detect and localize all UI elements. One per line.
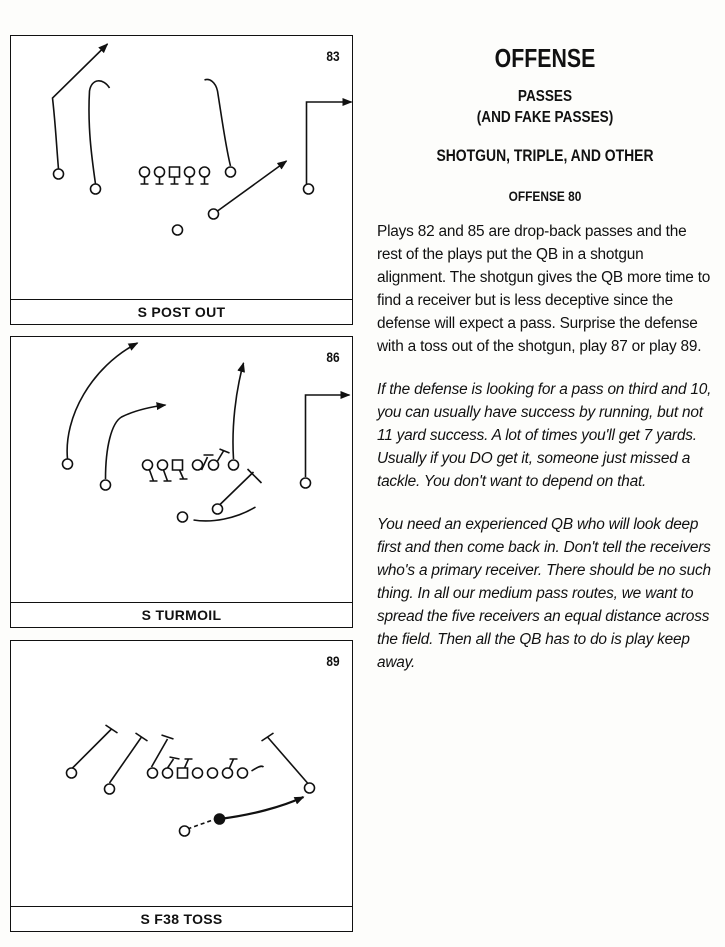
play-diagram-svg-1 [11, 36, 352, 298]
play-number: 83 [326, 48, 340, 64]
route-line [72, 725, 118, 769]
play-diagram-2 [10, 336, 353, 628]
player-circle [63, 459, 73, 469]
subtitle-line-2: (AND FAKE PASSES) [476, 109, 614, 126]
player-circle [91, 184, 101, 194]
route-line [306, 395, 350, 477]
route-line [194, 507, 256, 521]
route-line [307, 102, 352, 186]
play-diagram-svg-3 [11, 641, 352, 905]
paragraph-1: Plays 82 and 85 are drop-back passes and the rest of the plays put the QB in a shotgun alignment. The shotgun gives the QB more time to find a receiver but is less deceptive since the defense will expect a pass. Surprise the defense with a toss out of the shotgun, play 87 or play 89. [377, 223, 711, 355]
page-title: OFFENSE [494, 43, 596, 73]
play-number: 86 [326, 349, 340, 365]
offensive-line [143, 449, 230, 481]
play-name: S POST OUT [11, 299, 352, 324]
player-circle [101, 480, 111, 490]
route-line [106, 405, 166, 479]
player-circle [178, 512, 188, 522]
play-name: S TURMOIL [11, 602, 352, 627]
play-diagram-1 [10, 35, 353, 325]
player-circle [305, 783, 315, 793]
player-circle [301, 478, 311, 488]
offensive-line [140, 167, 210, 184]
route-line [67, 343, 137, 459]
player-circle [105, 784, 115, 794]
route-line [262, 733, 308, 783]
player-circle [304, 184, 314, 194]
text-column [375, 35, 715, 674]
player-circle [54, 169, 64, 179]
paragraph-2: If the defense is looking for a pass on third and 10, you can usually have success by running, but not 11 yard success. A lot of times you'll get 7 yards. Usually if you DO get it, someone just missed a tackle. You don't want to depend on that. [377, 381, 712, 490]
route-line [110, 733, 148, 783]
play-name: S F38 TOSS [11, 906, 352, 931]
route-line [152, 735, 174, 767]
route-line [220, 797, 304, 819]
route-line [205, 79, 231, 166]
play-diagram-svg-2 [11, 337, 352, 601]
route-line [53, 44, 108, 169]
paragraph-3: You need an experienced QB who will look deep first and then come back in. Don't tell the receivers who's a primary receiver. There should be no such thing. In all our medium pass routes, we want to spread the five receivers an equal distance across the field. Then all the QB has to do is play keep away. [377, 516, 711, 671]
route-line [89, 81, 110, 184]
player-circle [226, 167, 236, 177]
play-number: 89 [326, 653, 340, 669]
player-circle [209, 209, 219, 219]
ball-carrier [215, 814, 225, 824]
route-line [220, 472, 254, 505]
play-diagram-3 [10, 640, 353, 932]
route-line [233, 363, 244, 459]
route-line [188, 819, 216, 829]
player-circle [180, 826, 190, 836]
subsection-heading: OFFENSE 80 [508, 188, 582, 204]
section-heading: SHOTGUN, TRIPLE, AND OTHER [436, 146, 654, 165]
player-circle [229, 460, 239, 470]
player-circle [213, 504, 223, 514]
player-circle [173, 225, 183, 235]
subtitle-line-1: PASSES [517, 88, 573, 105]
offensive-line [148, 757, 264, 778]
player-circle [67, 768, 77, 778]
